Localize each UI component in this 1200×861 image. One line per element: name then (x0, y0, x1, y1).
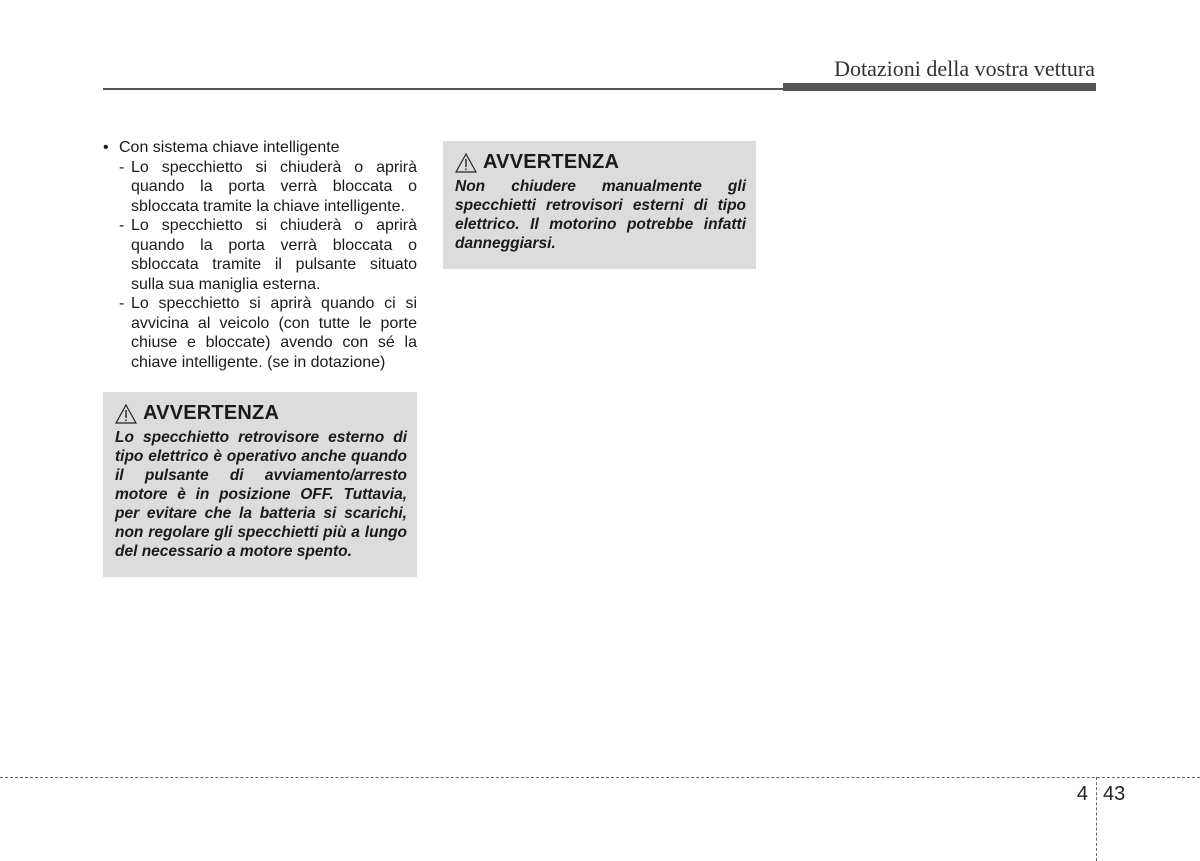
subitem-marker: - (119, 158, 125, 176)
warning-box-left (103, 392, 417, 577)
warning-text: Non chiudere manualmente gli specchietti retrovisori esterni di tipo elettrico. Il motorino potrebbe infatti danneggiarsi. (455, 178, 746, 252)
subitem-marker: - (119, 217, 125, 234)
middle-column (443, 141, 756, 269)
bullet-intro (103, 138, 417, 158)
list-item-text: Lo specchietto si aprirà quando ci si avvicina al veicolo (con tutte le porte chiuse e bloccate) avendo con sé la chiave intelligente. (se in dotazione) (131, 295, 417, 371)
warning-header (455, 151, 746, 174)
warning-title: AVVERTENZA (143, 402, 280, 424)
list-item (103, 294, 417, 372)
warning-triangle-icon (455, 153, 477, 173)
chapter-number: 4 (1076, 783, 1088, 805)
warning-triangle-icon (115, 404, 137, 424)
footer-rule (0, 777, 1200, 778)
list-item (103, 158, 417, 217)
left-column (103, 138, 417, 577)
footer-divider (1096, 777, 1097, 861)
warning-header (115, 402, 407, 425)
header-title: Dotazioni della vostra vettura (834, 56, 1095, 81)
subitem-marker: - (119, 295, 125, 312)
warning-text: Lo specchietto retrovisore esterno di tipo elettrico è operativo anche quando il pulsante di avviamento/arresto motore è in posizione OFF. Tuttavia, per evitare che la batteria si scarichi, non regolare gli specchietti più a lungo del necessario a motore spento. (115, 429, 407, 560)
list-item (103, 216, 417, 294)
bullet-intro-text: Con sistema chiave intelligente (119, 139, 340, 156)
list-item-text: Lo specchietto si chiuderà o aprirà quando la porta verrà bloccata o sbloccata tramite la chiave intelligente. (131, 158, 417, 215)
header-rule-accent (783, 83, 1096, 91)
list-item-text: Lo specchietto si chiuderà o aprirà quando la porta verrà bloccata o sbloccata tramite il pulsante situato sulla sua maniglia esterna. (131, 217, 417, 293)
warning-box-middle (443, 141, 756, 269)
bullet-marker: • (103, 139, 109, 156)
page-number: 43 (1103, 783, 1126, 805)
warning-title: AVVERTENZA (483, 151, 620, 173)
